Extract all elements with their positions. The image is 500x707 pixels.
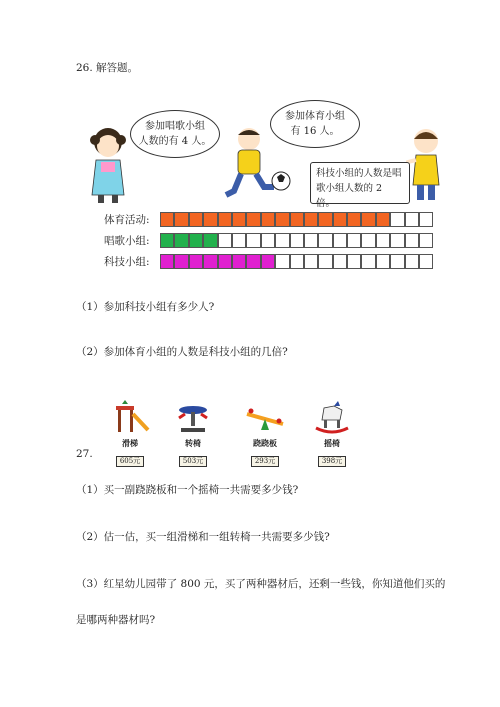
bar-cell-empty — [376, 254, 390, 269]
bar-cell-filled — [218, 254, 232, 269]
q27-subquestion-2: （2）估一估，买一组滑梯和一组转椅一共需要多少钱? — [76, 531, 330, 543]
bar-cell-filled — [246, 212, 260, 227]
bar-cell-filled — [246, 254, 260, 269]
bar-cell-filled — [174, 212, 188, 227]
seesaw-icon — [243, 400, 287, 434]
bar-cell-filled — [261, 254, 275, 269]
bar-cell-filled — [203, 254, 217, 269]
bar-cell-filled — [174, 254, 188, 269]
bar-cell-filled — [232, 212, 246, 227]
bar-cell-filled — [261, 212, 275, 227]
swivel-chair-icon — [173, 400, 213, 434]
item-rocking-chair-price: 398元 — [318, 456, 346, 467]
q26-subquestion-2: （2）参加体育小组的人数是科技小组的几倍? — [76, 346, 288, 358]
bar-cell-empty — [232, 233, 246, 248]
bar-label-sports: 体育活动: — [104, 214, 150, 226]
bar-row-sports — [160, 212, 433, 227]
bar-cell-empty — [361, 254, 375, 269]
box-science-line1: 科技小组的人数是唱 — [316, 168, 402, 179]
bar-cell-empty — [246, 233, 260, 248]
item-swivel-chair — [171, 400, 215, 467]
bar-cell-filled — [160, 254, 174, 269]
girl-illustration — [86, 120, 131, 205]
bar-row-science — [160, 254, 433, 269]
bar-cell-filled — [218, 212, 232, 227]
bar-cell-filled — [174, 233, 188, 248]
item-swivel-chair-name: 转椅 — [185, 438, 201, 448]
bar-cell-empty — [333, 254, 347, 269]
bar-cell-empty — [290, 233, 304, 248]
bar-cell-empty — [347, 254, 361, 269]
q27-subquestion-3-line1: （3）红星幼儿园带了 800 元，买了两种器材后，还剩一些钱，你知道他们买的 — [76, 578, 446, 590]
bar-cell-empty — [318, 254, 332, 269]
bar-cell-empty — [419, 254, 433, 269]
speech-bubble-sports — [270, 100, 360, 148]
bar-cell-empty — [304, 254, 318, 269]
item-seesaw — [241, 400, 289, 467]
bar-cell-filled — [333, 212, 347, 227]
bar-cell-empty — [290, 254, 304, 269]
bar-cell-empty — [275, 254, 289, 269]
bar-cell-empty — [275, 233, 289, 248]
bar-cell-empty — [261, 233, 275, 248]
bar-cell-filled — [232, 254, 246, 269]
item-rocking-chair-name: 摇椅 — [324, 438, 340, 448]
bar-cell-empty — [390, 212, 404, 227]
bar-cell-filled — [318, 212, 332, 227]
q26-heading: 26. 解答题。 — [76, 62, 139, 74]
bar-cell-empty — [347, 233, 361, 248]
item-seesaw-name: 跷跷板 — [253, 438, 277, 448]
bar-cell-empty — [405, 212, 419, 227]
bar-cell-filled — [189, 233, 203, 248]
bar-cell-filled — [160, 233, 174, 248]
item-seesaw-price: 293元 — [251, 456, 279, 467]
bar-cell-empty — [376, 233, 390, 248]
bar-cell-empty — [304, 233, 318, 248]
item-swivel-chair-price: 503元 — [179, 456, 207, 467]
bar-cell-empty — [390, 254, 404, 269]
bar-label-science: 科技小组: — [104, 256, 150, 268]
box-science-line2: 歌小组人数的 2 倍。 — [316, 183, 383, 209]
bar-cell-filled — [275, 212, 289, 227]
bubble-sports-line1: 参加体育小组 — [285, 111, 345, 122]
bar-cell-empty — [405, 254, 419, 269]
bar-cell-filled — [290, 212, 304, 227]
bubble-singing-line1: 参加唱歌小组 — [145, 121, 205, 132]
bar-cell-filled — [203, 212, 217, 227]
bar-cell-empty — [318, 233, 332, 248]
bar-cell-empty — [361, 233, 375, 248]
bar-label-singing: 唱歌小组: — [104, 235, 150, 247]
bar-cell-empty — [419, 212, 433, 227]
item-slide-price: 605元 — [116, 456, 144, 467]
item-slide — [108, 400, 152, 467]
bar-cell-filled — [160, 212, 174, 227]
bar-cell-filled — [376, 212, 390, 227]
bar-cell-empty — [419, 233, 433, 248]
q27-number: 27. — [76, 448, 93, 460]
bar-cell-empty — [218, 233, 232, 248]
bar-cell-empty — [333, 233, 347, 248]
bar-cell-filled — [189, 212, 203, 227]
bar-cell-filled — [347, 212, 361, 227]
boy-pointing-illustration — [406, 125, 446, 205]
q27-subquestion-1: （1）买一副跷跷板和一个摇椅一共需要多少钱? — [76, 484, 299, 496]
rocking-horse-icon — [312, 400, 352, 434]
speech-bubble-singing — [130, 110, 220, 158]
bar-cell-empty — [390, 233, 404, 248]
bar-cell-empty — [405, 233, 419, 248]
item-rocking-chair — [310, 400, 354, 467]
speech-box-science — [310, 162, 410, 209]
bubble-singing-line2: 人数的有 4 人。 — [138, 136, 212, 147]
slide-icon — [110, 400, 150, 434]
item-slide-name: 滑梯 — [122, 438, 138, 448]
q26-subquestion-1: （1）参加科技小组有多少人? — [76, 301, 215, 313]
bar-cell-filled — [304, 212, 318, 227]
bar-row-singing — [160, 233, 433, 248]
bar-cell-filled — [203, 233, 217, 248]
q27-subquestion-3-line2: 是哪两种器材吗? — [76, 614, 156, 626]
bar-cell-filled — [361, 212, 375, 227]
bubble-sports-line2: 有 16 人。 — [290, 126, 340, 137]
bar-cell-filled — [189, 254, 203, 269]
